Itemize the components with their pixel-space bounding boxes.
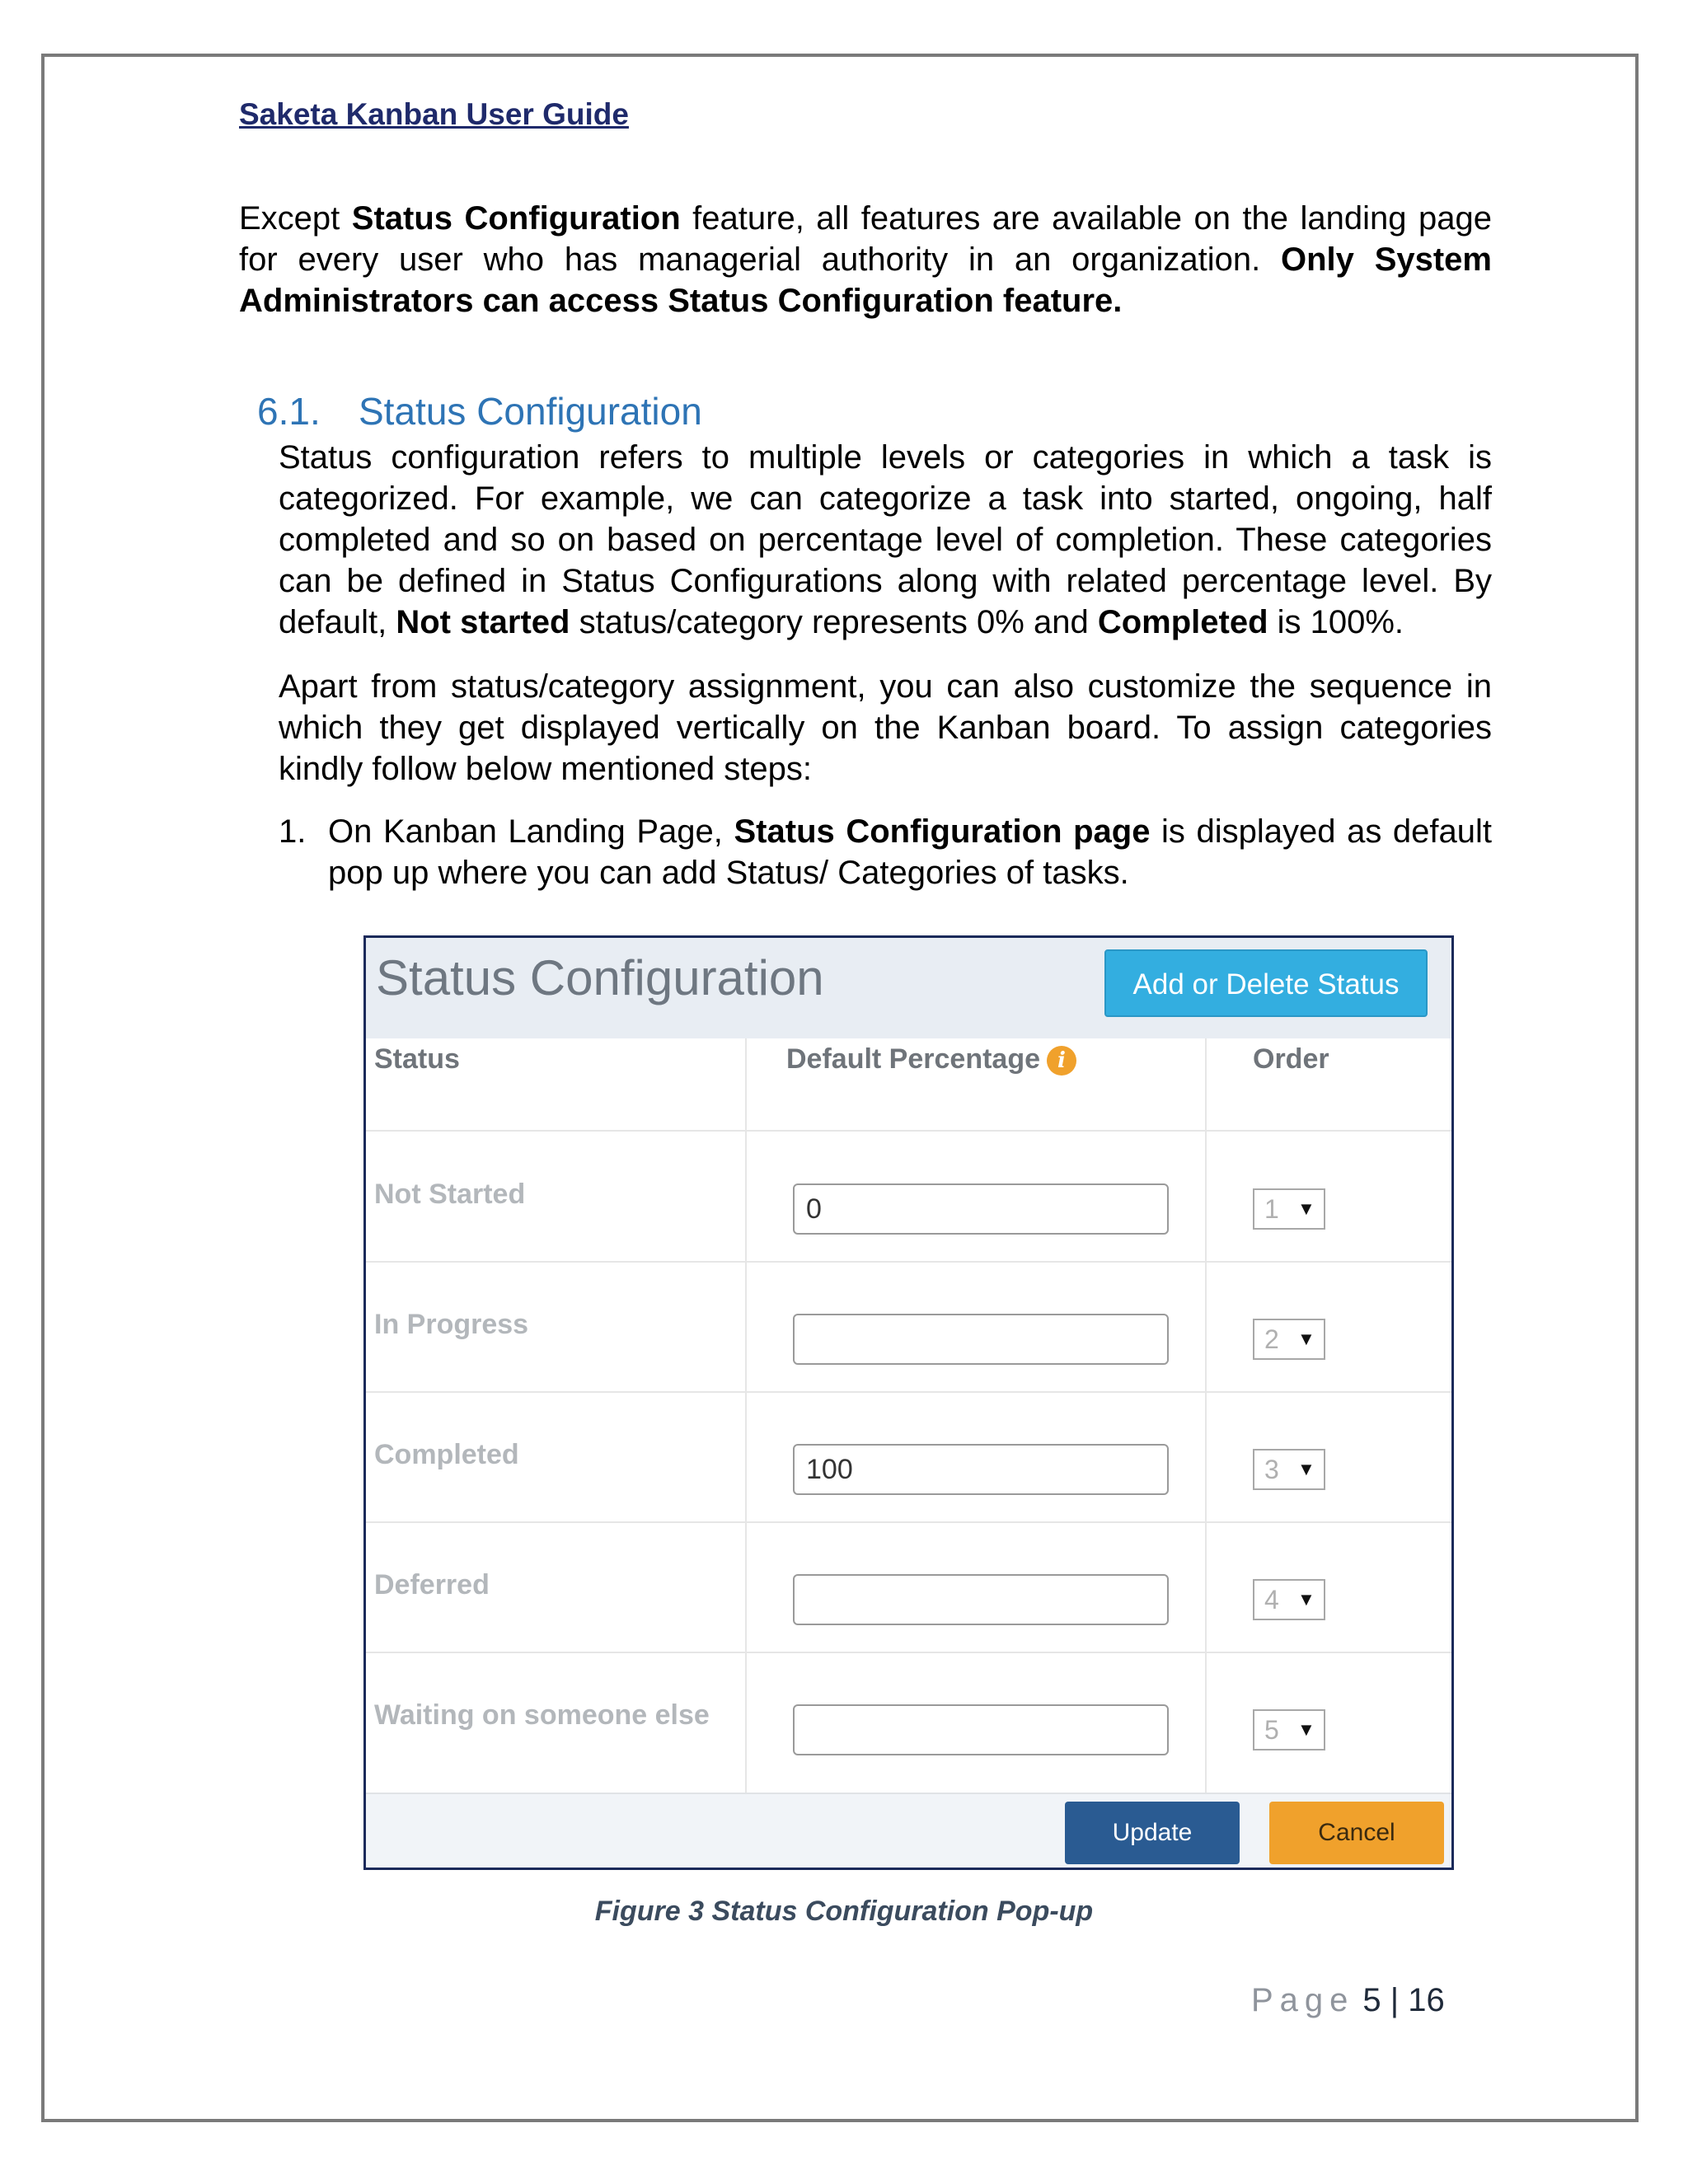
cancel-button[interactable]: Cancel <box>1269 1802 1444 1864</box>
section-number: 6.1. <box>257 390 321 433</box>
row-divider <box>366 1391 1451 1393</box>
dropdown-arrow-icon: ▼ <box>1297 1589 1315 1610</box>
order-dropdown[interactable]: 2 ▼ <box>1253 1319 1325 1360</box>
dropdown-arrow-icon: ▼ <box>1297 1198 1315 1219</box>
default-percentage-input[interactable]: 0 <box>793 1183 1169 1235</box>
dropdown-arrow-icon: ▼ <box>1297 1329 1315 1349</box>
intro-paragraph: Except Status Configuration feature, all features are available on the landing page for every user who has managerial authority in an organization. Only System Administrators can access Status Configuration feature. <box>239 200 1493 319</box>
column-divider <box>1205 1038 1207 1793</box>
order-dropdown[interactable]: 1 ▼ <box>1253 1188 1325 1230</box>
row-divider <box>366 1130 1451 1132</box>
default-percentage-input[interactable] <box>793 1574 1169 1625</box>
section-title: Status Configuration <box>359 390 702 433</box>
default-percentage-input[interactable] <box>793 1704 1169 1755</box>
figure-caption: Figure 3 Status Configuration Pop-up <box>594 1896 1094 1927</box>
dropdown-arrow-icon: ▼ <box>1297 1459 1315 1479</box>
sequence-paragraph: Apart from status/category assignment, you can also customize the sequence in which they get displayed vertically on the Kanban board. To assign categories kindly follow below mentioned steps: <box>279 668 1492 787</box>
status-row-label: In Progress <box>374 1309 529 1340</box>
page-count: 5 | 16 <box>1362 1982 1445 2018</box>
page-word: Page <box>1251 1982 1355 2018</box>
section-heading <box>257 389 702 434</box>
page-number <box>1251 1982 1445 2019</box>
popup-title: Status Configuration <box>376 950 824 1005</box>
order-dropdown[interactable]: 3 ▼ <box>1253 1449 1325 1490</box>
default-percentage-input[interactable]: 100 <box>793 1444 1169 1495</box>
popup-header <box>366 938 1451 1038</box>
status-row-label: Deferred <box>374 1569 490 1601</box>
column-header-default-percentage: Default Percentage i <box>786 1043 1076 1076</box>
document-header-title: Saketa Kanban User Guide <box>239 97 629 131</box>
add-or-delete-status-button[interactable]: Add or Delete Status <box>1104 949 1428 1017</box>
status-row-label: Completed <box>374 1439 519 1470</box>
row-divider <box>366 1521 1451 1523</box>
status-row-label: Not Started <box>374 1179 526 1210</box>
info-icon[interactable]: i <box>1047 1046 1076 1076</box>
step-1 <box>279 811 1492 893</box>
default-percentage-input[interactable] <box>793 1314 1169 1365</box>
popup-footer <box>366 1793 1451 1870</box>
update-button[interactable]: Update <box>1065 1802 1240 1864</box>
status-config-paragraph: Status configuration refers to multiple levels or categories in which a task is categorized. For example, we can categorize a task into started, ongoing, half completed and so on based on percentage level of completion. These categories can be defined in Status Configurations along with related percentage level. By default, Not started status/category represents 0% and Completed is 100%. <box>279 439 1492 640</box>
status-row-label: Waiting on someone else <box>374 1699 710 1731</box>
order-dropdown[interactable]: 5 ▼ <box>1253 1709 1325 1750</box>
row-divider <box>366 1652 1451 1653</box>
status-configuration-popup <box>363 935 1454 1870</box>
row-divider <box>366 1261 1451 1263</box>
column-header-order: Order <box>1253 1043 1329 1075</box>
order-dropdown[interactable]: 4 ▼ <box>1253 1579 1325 1620</box>
step-text: On Kanban Landing Page, Status Configuration page is displayed as default pop up where you can add Status/ Categories of tasks. <box>328 813 1492 891</box>
column-header-status: Status <box>374 1043 460 1075</box>
dropdown-arrow-icon: ▼ <box>1297 1719 1315 1740</box>
column-divider <box>745 1038 747 1793</box>
step-number: 1. <box>279 813 307 850</box>
